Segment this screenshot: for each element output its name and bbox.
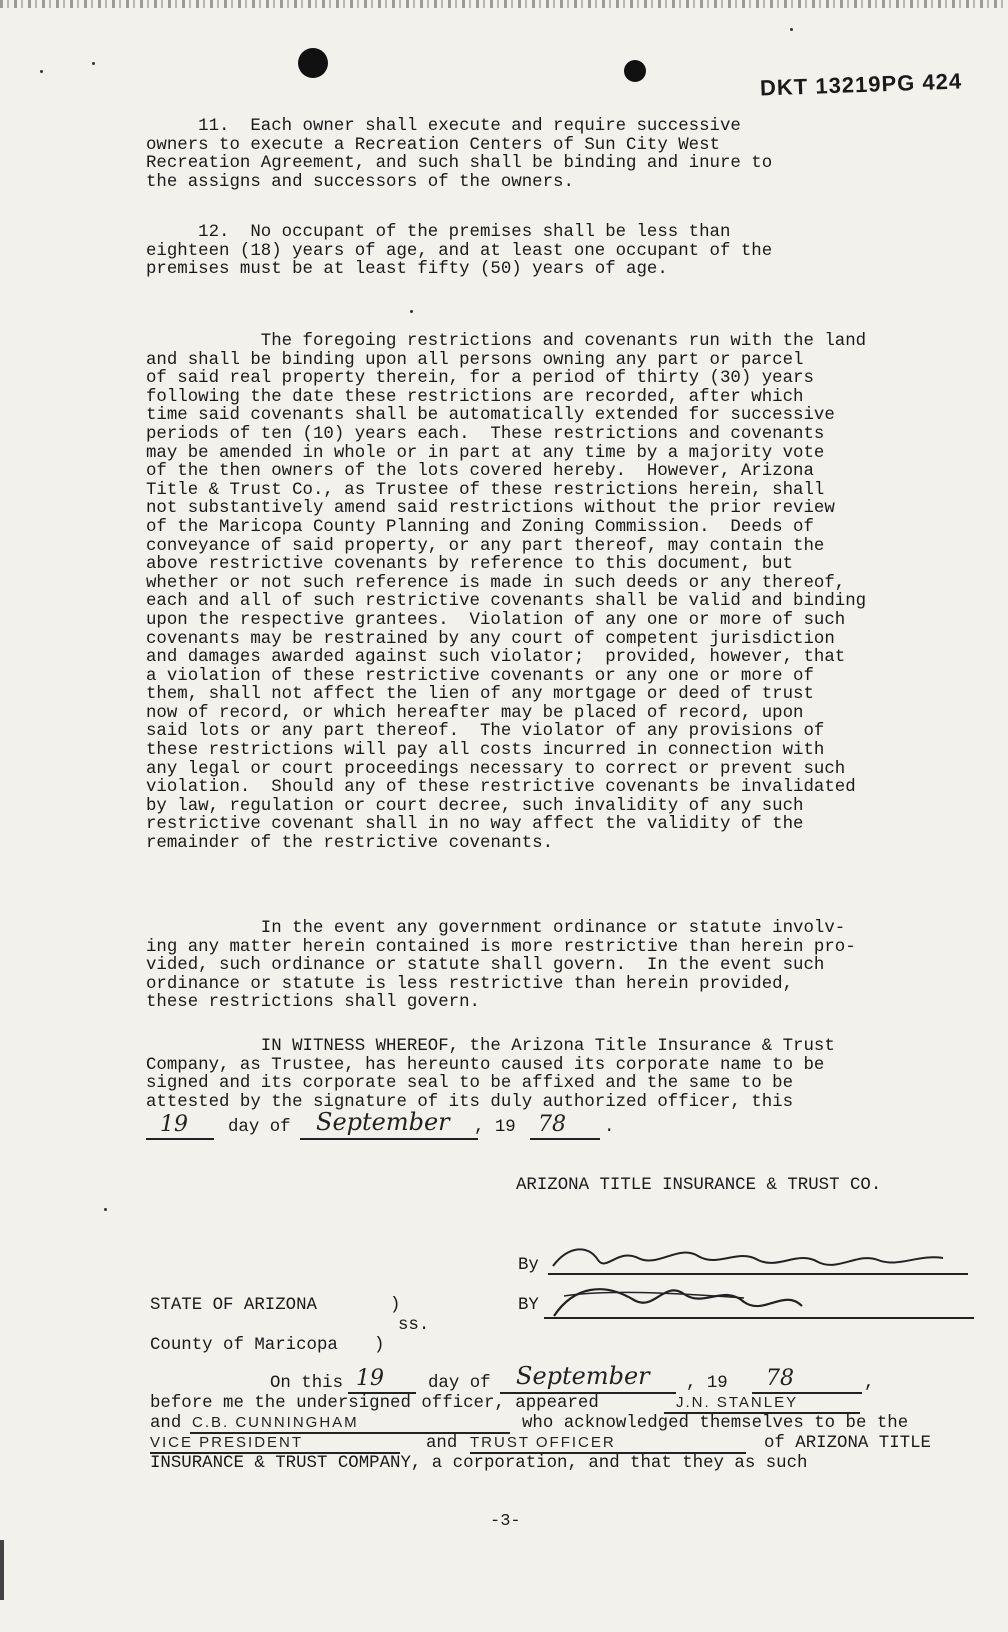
ack-title-2: TRUST OFFICER <box>470 1434 616 1451</box>
signature-1 <box>548 1238 968 1278</box>
by-label-2: BY <box>518 1296 539 1315</box>
venue-bracket-2: ) <box>374 1336 385 1355</box>
ack-month: September <box>516 1362 650 1390</box>
witness-month-line <box>300 1138 478 1140</box>
witness-year: 78 <box>538 1112 566 1137</box>
ordinance-paragraph: In the event any government ordinance or statute involv- ing any matter herein contained is more restrictive than herein pro- vided, such ordinance or statute shall govern. In the event such ordinance or statute is less restrictive than herein provided, these restrictions shall govern. <box>146 919 856 1013</box>
punch-hole-right <box>624 60 646 82</box>
venue-ss: ss. <box>398 1316 430 1335</box>
witness-year-line <box>530 1138 600 1140</box>
ack-line-2: before me the undersigned officer, appeared <box>150 1394 599 1413</box>
witness-day: 19 <box>160 1112 188 1137</box>
ack-day-of: day of <box>428 1374 491 1393</box>
scan-speck <box>410 310 413 313</box>
ack-officer-2: C.B. CUNNINGHAM <box>192 1414 359 1431</box>
ack-title-1: VICE PRESIDENT <box>150 1434 304 1451</box>
ack-day: 19 <box>356 1366 384 1391</box>
signature-2 <box>544 1276 974 1326</box>
by-label-1: By <box>518 1256 539 1275</box>
covenants-paragraph: The foregoing restrictions and covenants run with the land and shall be binding upon all persons owning any part or parcel of said real property therein, for a period of thirty (30) years following the date these restrictions are recorded, after which time said covenants shall be automatically extended for successive periods of ten (10) years each. These restrictions and covenants may be amended in whole or in part at any time by a majority vote of the then owners of the lots covered hereby. However, Arizona Title & Trust Co., as Trustee of these restrictions herein, shall not substantively amend said restrictions without the prior review of the Maricopa County Planning and Zoning Commission. Deeds of conveyance of said property, or any part thereof, may contain the above restrictive covenants by reference to this document, but whether or not such reference is made in such deeds or any thereof, each and all of such restrictive covenants shall be valid and binding upon the respective grantees. Violation of any one or more of such covenants may be restrained by any court of competent jurisdiction and damages awarded against such violator; provided, however, that a violation of these restrictive covenants or any one or more of them, shall not affect the lien of any mortgage or deed of trust now of record, or which hereafter may be placed of record, upon said lots or any part thereof. The violator of any provisions of these restrictions will pay all costs incurred in connection with any legal or court proceedings necessary to correct or prevent such violation. Should any of these restrictive covenants be invalidated by law, regulation or court decree, such invalidity of any such restrictive covenant shall in no way affect the validity of the remainder of the restrictive covenants. <box>146 332 867 854</box>
scan-speck <box>790 28 793 31</box>
company-name: ARIZONA TITLE INSURANCE & TRUST CO. <box>516 1176 882 1195</box>
paragraph-11: 11. Each owner shall execute and require successive owners to execute a Recreation Centers of Sun City West Recreation Agreement, and such shall be binding and inure to the assigns and successors of the owners. <box>146 117 773 192</box>
venue-bracket-1: ) <box>390 1296 401 1315</box>
ack-line-5: INSURANCE & TRUST COMPANY, a corporation, and that they as such <box>150 1454 808 1473</box>
scan-speck <box>92 62 95 65</box>
ack-on-this: On this <box>270 1374 344 1393</box>
paragraph-12: 12. No occupant of the premises shall be less than eighteen (18) years of age, and at least one occupant of the premises must be at least fifty (50) years of age. <box>146 223 773 280</box>
ack-line-4: of ARIZONA TITLE <box>764 1434 931 1453</box>
venue-state: STATE OF ARIZONA <box>150 1296 317 1315</box>
scan-margin-mark <box>0 1540 4 1600</box>
scan-edge-noise <box>0 0 1008 8</box>
page-number: -3- <box>490 1512 521 1531</box>
witness-month: September <box>316 1108 450 1136</box>
scan-speck <box>104 1208 107 1211</box>
ack-and-1: and <box>150 1414 182 1433</box>
witness-paragraph: IN WITNESS WHEREOF, the Arizona Title Insurance & Trust Company, as Trustee, has hereunto caused its corporate name to be signed and its corporate seal to be affixed and the same to be attested by the signature of its duly authorized officer, this <box>146 1037 835 1112</box>
ack-year-prefix: , 19 <box>686 1374 728 1393</box>
venue-county: County of Maricopa <box>150 1336 338 1355</box>
ack-officer-1: J.N. STANLEY <box>676 1394 799 1411</box>
ack-year: 78 <box>766 1366 794 1391</box>
witness-year-prefix: , 19 <box>474 1118 516 1137</box>
witness-day-line <box>146 1138 214 1140</box>
ack-line-3: who acknowledged themselves to be the <box>522 1414 909 1433</box>
witness-day-of: day of <box>228 1118 291 1137</box>
scan-speck <box>40 70 43 73</box>
ack-and-2: and <box>426 1434 458 1453</box>
witness-date-end: . <box>604 1118 615 1137</box>
ack-comma: , <box>864 1374 875 1393</box>
punch-hole-left <box>298 48 328 78</box>
recording-stamp: DKT 13219PG 424 <box>759 68 963 101</box>
